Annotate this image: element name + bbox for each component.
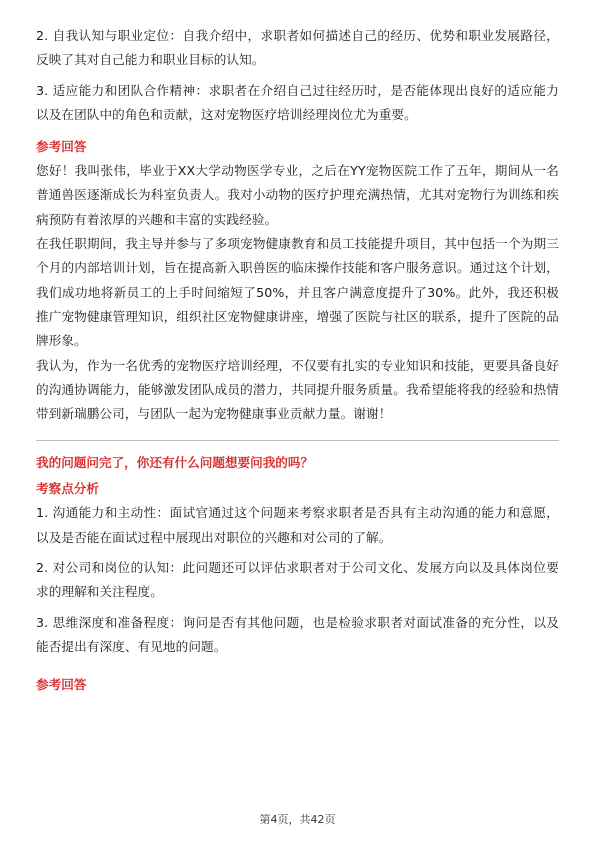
reference-answer-heading: 参考回答 bbox=[36, 677, 87, 693]
answer-paragraph: 我认为，作为一名优秀的宠物医疗培训经理，不仅要有扎实的专业知识和技能，更要具备良好的沟通协调能力，能够激发团队成员的潜力，共同提升服务质量。我希望能将我的经验和热情带到新瑞鹏公司，与团队一起为宠物健康事业贡献力量。谢谢！ bbox=[36, 357, 559, 422]
question-heading: 我的问题问完了，你还有什么问题想要问我的吗？ bbox=[36, 455, 314, 471]
answer-paragraph: 您好！我叫张伟，毕业于XX大学动物医学专业，之后在YY宠物医院工作了五年，期间从一名普通兽医逐渐成长为科室负责人。我对小动物的医疗护理充满热情，尤其对宠物行为训练和疾病预防有着浓厚的兴趣和丰富的实践经验。 bbox=[36, 163, 559, 227]
analysis-heading: 考察点分析 bbox=[36, 481, 99, 497]
point-self-awareness: 2. 自我认知与职业定位：自我介绍中，求职者如何描述自己的经历、优势和职业发展路径，反映了其对自己能力和职业目标的认知。 bbox=[36, 28, 559, 68]
page-content bbox=[36, 24, 559, 697]
page-number: 第4页，共42页 bbox=[259, 813, 336, 826]
answer-paragraph: 在我任职期间，我主导并参与了多项宠物健康教育和员工技能提升项目，其中包括一个为期三个月的内部培训计划，旨在提高新入职兽医的临床操作技能和客户服务意识。通过这个计划，我们成功地将新员工的上手时间缩短了50%，并且客户满意度提升了30%。此外，我还积极推广宠物健康管理知识，组织社区宠物健康讲座，增强了医院与社区的联系，提升了医院的品牌形象。 bbox=[36, 236, 559, 349]
reference-answer-heading: 参考回答 bbox=[36, 139, 87, 155]
point-communication: 1. 沟通能力和主动性：面试官通过这个问题来考察求职者是否具有主动沟通的能力和意愿，以及是否能在面试过程中展现出对职位的兴趣和对公司的了解。 bbox=[36, 505, 559, 545]
point-company-knowledge: 2. 对公司和岗位的认知：此问题还可以评估求职者对于公司文化、发展方向以及具体岗位要求的理解和关注程度。 bbox=[36, 560, 559, 600]
point-thinking-depth: 3. 思维深度和准备程度：询问是否有其他问题，也是检验求职者对面试准备的充分性，以及能否提出有深度、有见地的问题。 bbox=[36, 614, 559, 654]
section-divider bbox=[36, 440, 559, 441]
point-adaptability: 3. 适应能力和团队合作精神：求职者在介绍自己过往经历时，是否能体现出良好的适应能力以及在团队中的角色和贡献，这对宠物医疗培训经理岗位尤为重要。 bbox=[36, 82, 559, 122]
